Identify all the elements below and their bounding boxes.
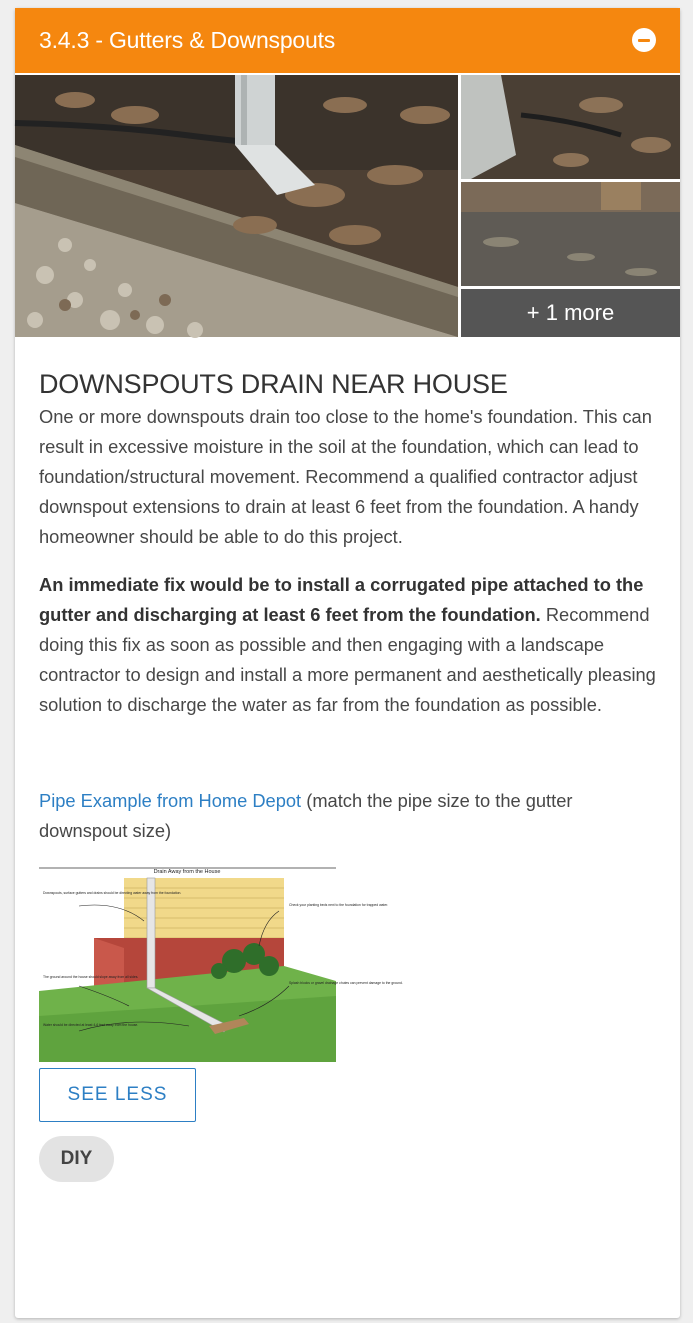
- drainage-diagram-illustration: [39, 866, 403, 1062]
- diagram-note-right-1: Check your planting beds next to the foundation for trapped water.: [289, 903, 389, 907]
- fix-bold-text: An immediate fix would be to install a corrugated pipe attached to the gutter and discharging at least 6 feet from the foundation.: [39, 574, 644, 625]
- diagram-note-left-2: The ground around the house should slope away from all sides.: [43, 975, 139, 979]
- photo-thumb-1[interactable]: [461, 75, 680, 179]
- photo-gallery: [15, 75, 680, 337]
- thumb-photo-1: [461, 75, 680, 179]
- diagram-note-left-3: Water should be directed at least 4-6 feet away from the house.: [43, 1023, 139, 1027]
- drainage-diagram[interactable]: [39, 866, 403, 1062]
- finding-description: One or more downspouts drain too close to the home's foundation. This can result in excessive moisture in the soil at the foundation, which can lead to foundation/structural movement. Recommend a qualified contractor adjust downspout extensions to drain at least 6 feet from the foundation. A handy homeowner should be able to do this project.: [39, 406, 652, 547]
- diagram-note-right-2: Splash blocks or gravel drainage chutes can prevent damage to the ground.: [289, 981, 403, 985]
- see-less-button[interactable]: SEE LESS: [39, 1068, 196, 1122]
- photo-main-downspout[interactable]: [15, 75, 458, 337]
- downspout-photo: [15, 75, 458, 337]
- home-depot-link[interactable]: Pipe Example from Home Depot: [39, 790, 302, 811]
- fix-rest-text: Recommend doing this fix as soon as possible and then engaging with a landscape contractor to design and install a more permanent and aesthetically pleasing solution to discharge the water as far from the foundation as possible.: [39, 604, 656, 715]
- thumb-photo-2: [461, 182, 680, 286]
- more-photos-button[interactable]: + 1 more: [461, 289, 680, 337]
- diagram-note-left-1: Downspouts, surface gutters and drains should be directing water away from the foundation.: [43, 891, 182, 895]
- section-title: 3.4.3 - Gutters & Downspouts: [39, 27, 336, 53]
- section-header[interactable]: [15, 8, 680, 73]
- link-suffix-text: (match the pipe size to the gutter downspout size): [39, 790, 573, 841]
- finding-title: DOWNSPOUTS DRAIN NEAR HOUSE: [39, 369, 508, 399]
- defect-card: [15, 8, 680, 1318]
- collapse-icon[interactable]: [632, 28, 656, 52]
- finding-body: [39, 368, 659, 1182]
- link-paragraph: [39, 786, 659, 846]
- diagram-title: Drain Away from the House: [153, 869, 221, 875]
- finding-fix: [39, 570, 659, 720]
- diy-badge: DIY: [39, 1136, 114, 1182]
- photo-thumb-2[interactable]: [461, 182, 680, 286]
